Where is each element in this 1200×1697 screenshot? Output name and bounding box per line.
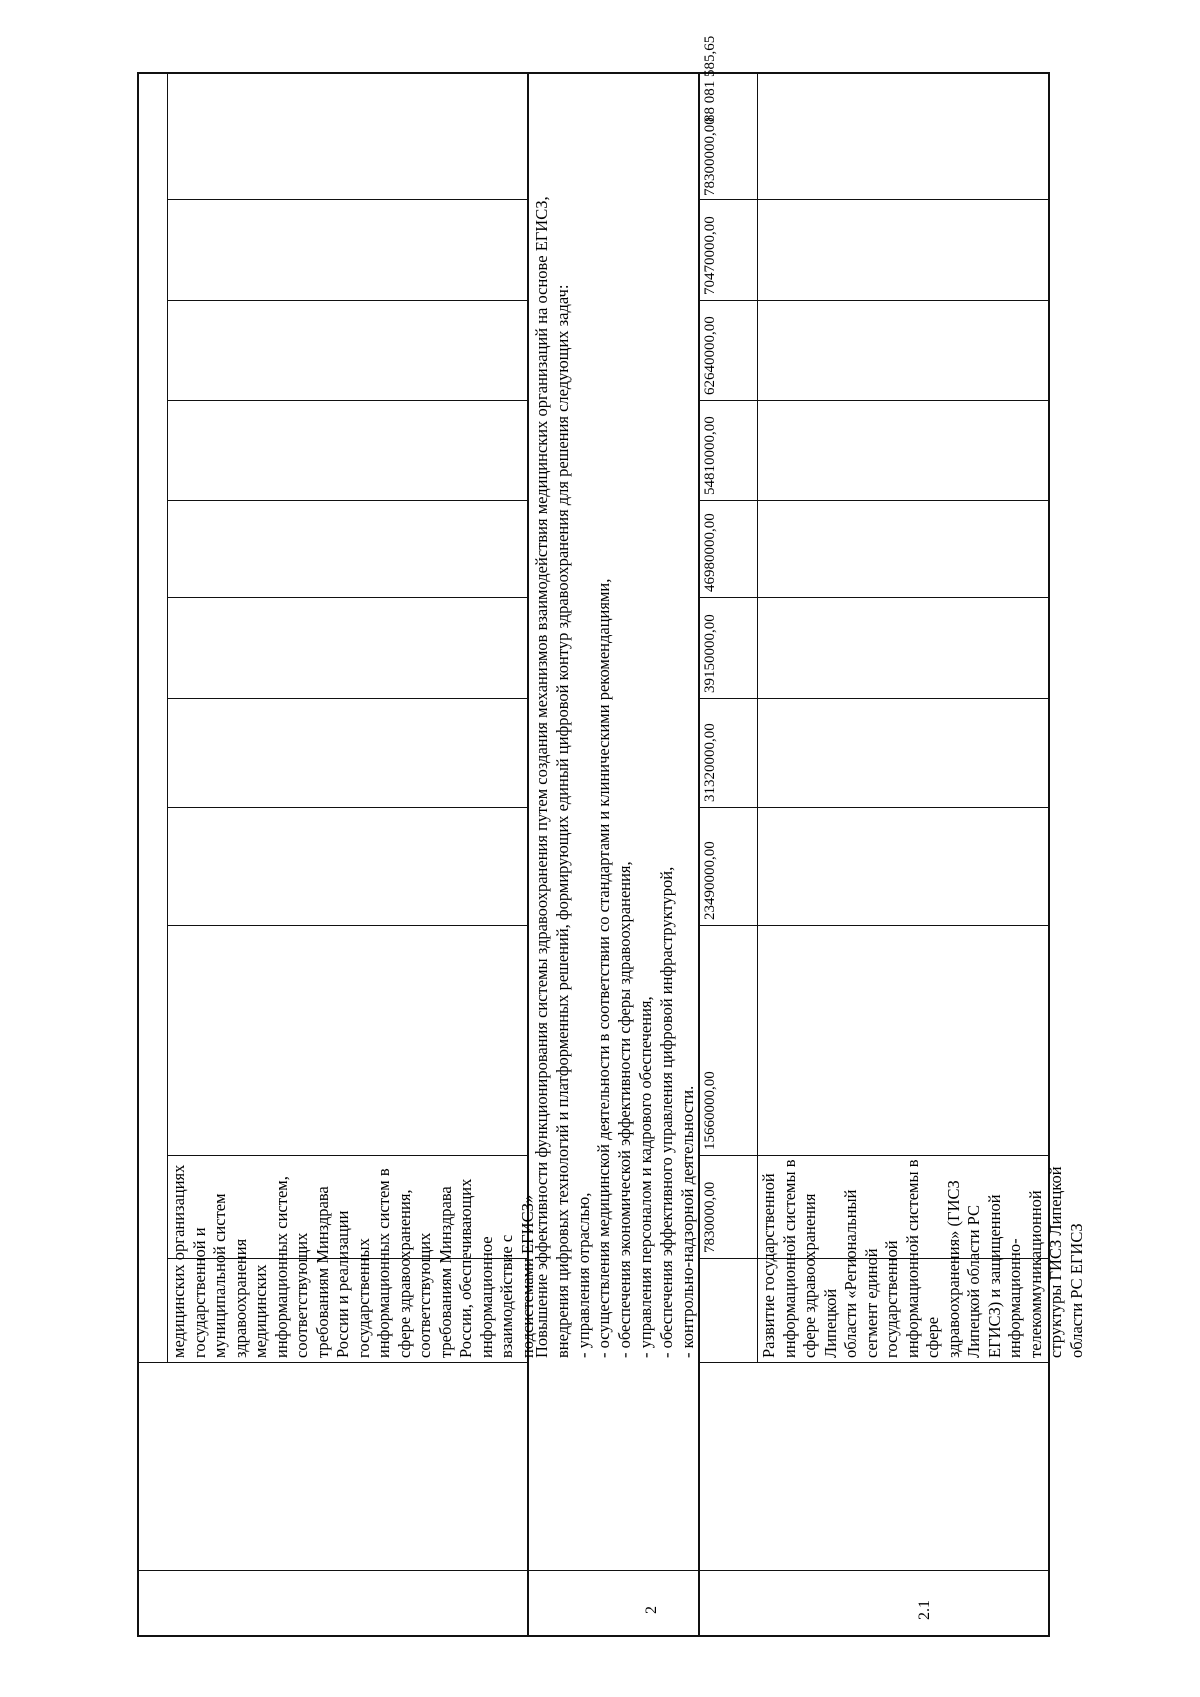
grid-line [167,400,527,401]
name-line: сфере здравоохранения [800,1193,819,1358]
name-line: области «Региональный [841,1189,860,1358]
table-border-bottom [137,1635,1050,1637]
row-separator [698,72,700,1637]
column-separator-number [137,1570,1050,1571]
name-line: муниципальной систем [210,1193,229,1358]
value-cell: 78300000,00 [702,117,718,196]
grid-line [698,597,1050,598]
table-border-right [1048,72,1050,1637]
value-cell: 54810000,00 [702,416,718,495]
value-cell: 7830000,00 [702,1181,718,1253]
row-2-number: 2 [643,1606,660,1614]
name-line: государственных [353,1238,373,1358]
name-line: Липецкой области РС [964,1204,983,1358]
grid-line [698,300,1050,301]
name-line: информационных систем, [271,1176,291,1358]
name-line: здравоохранения» (ГИСЗ [943,1180,963,1358]
table-border-top [137,72,1050,74]
goal-text-line: - контрольно-надзорной деятельности. [677,1085,697,1358]
name-line: информационной системы в [902,1159,922,1358]
grid-line [698,400,1050,401]
name-line: области РС ЕГИСЗ [1066,1223,1086,1358]
value-cell: 15660000,00 [702,1071,718,1150]
name-line: информационное [476,1236,496,1358]
goal-text-line: - управления персоналом и кадрового обеспечения, [636,996,655,1358]
grid-line [167,807,527,808]
name-line: требованиям Минздрава [312,1186,332,1358]
value-cell: 62640000,00 [702,316,718,395]
name-line: взаимодействие с [497,1234,516,1358]
grid-line [698,199,1050,200]
name-line: сегмент единой [861,1248,881,1358]
grid-line [167,72,168,1362]
goal-text-line: - обеспечения экономической эффективности сферы здравоохранения, [615,861,635,1358]
value-cell: 70470000,00 [702,216,718,295]
name-line: Липецкой [820,1288,840,1358]
name-line: ЕГИСЗ) и защищенной [984,1194,1004,1358]
goal-text-line: Повышение эффективности функционирования системы здравоохранения путем создания механизмов взаимодействия медицинских организаций на основе ЕГИСЗ, [532,196,551,1358]
name-line: здравоохранения [230,1238,250,1358]
column-separator-name [137,1362,527,1363]
row-separator [527,72,529,1637]
name-line: подсистемами ЕГИСЗ» [517,1194,537,1358]
name-line: структуры ГИСЗ Липецкой [1046,1166,1065,1358]
grid-line [167,199,527,200]
name-line: государственной [882,1240,901,1358]
grid-line [167,698,527,699]
value-cell: 46980000,00 [702,513,718,592]
name-line: информационных систем в [374,1168,393,1358]
value-cell: 23490000,00 [702,841,718,920]
value-cell: 31320000,00 [702,723,718,802]
name-line: информационной системы в [779,1159,799,1358]
grid-line [698,1155,1050,1156]
name-line: телекоммуникационной [1025,1190,1045,1358]
value-cell: 88 081 585,65 [702,35,718,122]
name-line: России и реализации [333,1210,352,1358]
name-line: Развитие государственной [759,1173,778,1358]
value-cell: 39150000,00 [702,614,718,693]
grid-line [698,807,1050,808]
name-line: сфере здравоохранения, [394,1189,414,1358]
grid-line [167,300,527,301]
grid-line [698,698,1050,699]
name-line: сфере [923,1316,942,1358]
grid-line [167,500,527,501]
goal-text-line: - управления отраслью, [573,1192,593,1358]
column-separator-name [698,1362,1050,1363]
name-line: требованиям Минздрава [435,1186,455,1358]
grid-line [757,72,758,1362]
name-line: медицинских [251,1264,270,1358]
name-line: медицинских организациях [169,1164,188,1358]
name-line: информационно- [1005,1238,1024,1358]
grid-line [698,925,1050,926]
grid-line [167,925,527,926]
goal-text-line: - осуществления медицинской деятельности в соответствии со стандартами и клиническими рекомендациями, [594,578,614,1358]
grid-line [167,597,527,598]
goal-text-line: - обеспечения эффективного управления цифровой инфраструктурой, [656,866,676,1358]
name-line: соответствующих [292,1232,311,1358]
name-line: соответствующих [415,1232,434,1358]
row-2-1-number: 2.1 [916,1600,933,1620]
name-line: государственной и [189,1227,209,1358]
table-border-left [137,72,139,1637]
grid-line [167,1155,527,1156]
name-line: России, обеспечивающих [456,1178,475,1358]
grid-line [698,500,1050,501]
goal-text-line: внедрения цифровых технологий и платформенных решений, формирующих единый цифровой контур здравоохранения для решения следующих задач: [552,284,572,1358]
